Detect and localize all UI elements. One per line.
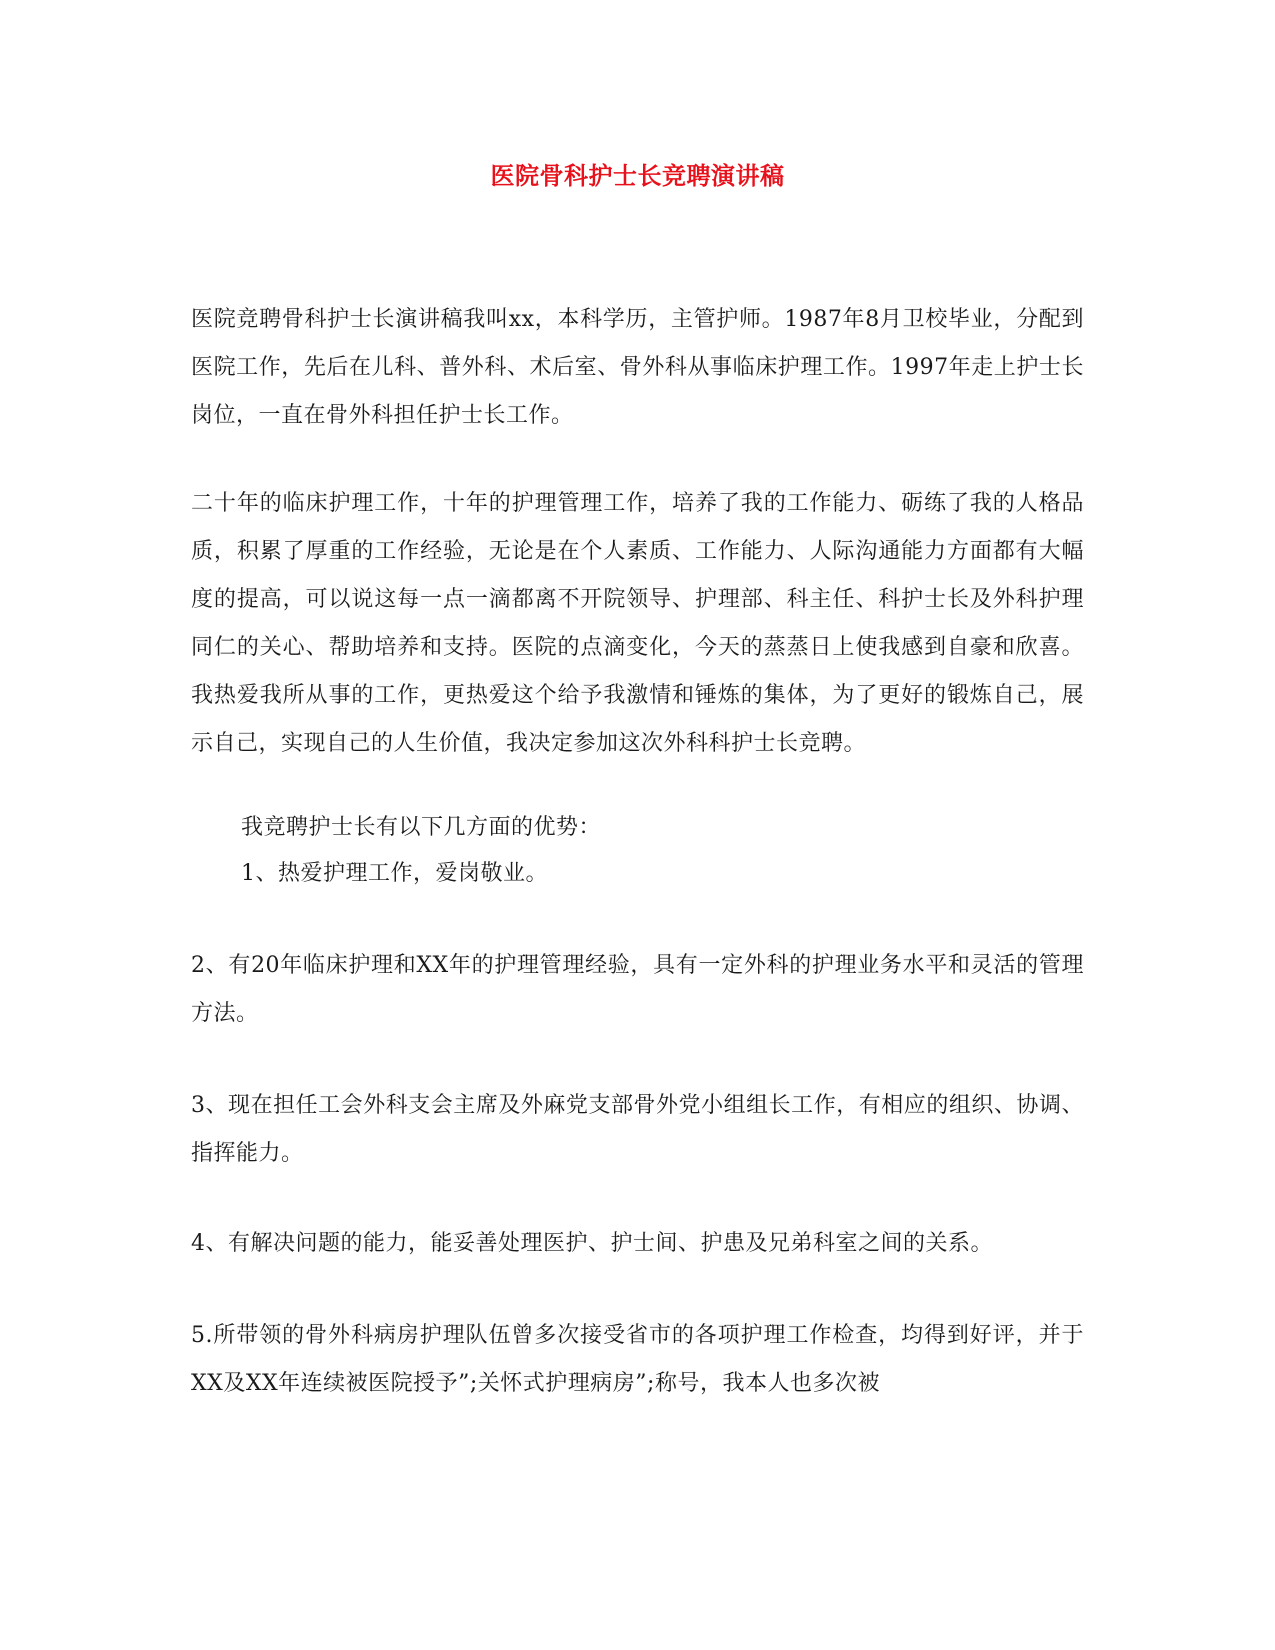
paragraph-experience [191, 480, 1084, 768]
list-item-1 [191, 850, 1084, 898]
list-item-2 [191, 942, 1084, 1038]
list-item-4 [191, 1220, 1084, 1268]
paragraph-text: 3、现在担任工会外科支会主席及外麻党支部骨外党小组组长工作，有相应的组织、协调、指挥能力。 [191, 1093, 1084, 1166]
paragraph-text: 1、热爱护理工作，爱岗敬业。 [241, 861, 548, 886]
document-title: 医院骨科护士长竞聘演讲稿 [490, 161, 785, 190]
paragraph-text: 4、有解决问题的能力，能妥善处理医护、护士间、护患及兄弟科室之间的关系。 [191, 1231, 993, 1256]
paragraph-intro [191, 296, 1084, 440]
list-item-3 [191, 1082, 1084, 1178]
paragraph-advantages-intro [191, 804, 1084, 852]
paragraph-text: 二十年的临床护理工作，十年的护理管理工作，培养了我的工作能力、砺练了我的人格品质，积累了厚重的工作经验，无论是在个人素质、工作能力、人际沟通能力方面都有大幅度的提高，可以说这每一点一滴都离不开院领导、护理部、科主任、科护士长及外科护理同仁的关心、帮助培养和支持。医院的点滴变化，今天的蒸蒸日上使我感到自豪和欣喜。我热爱我所从事的工作，更热爱这个给予我激情和锤炼的集体，为了更好的锻炼自己，展示自己，实现自己的人生价值，我决定参加这次外科科护士长竞聘。 [191, 491, 1084, 756]
paragraph-text: 医院竞聘骨科护士长演讲稿我叫xx，本科学历，主管护师。1987年8月卫校毕业，分配到医院工作，先后在儿科、普外科、术后室、骨外科从事临床护理工作。1997年走上护士长岗位，一直在骨外科担任护士长工作。 [191, 307, 1084, 428]
paragraph-text: 2、有20年临床护理和XX年的护理管理经验，具有一定外科的护理业务水平和灵活的管理方法。 [191, 953, 1084, 1026]
list-item-5 [191, 1312, 1084, 1408]
paragraph-text: 我竞聘护士长有以下几方面的优势： [241, 815, 602, 840]
paragraph-text: 5.所带领的骨外科病房护理队伍曾多次接受省市的各项护理工作检查，均得到好评，并于XX及XX年连续被医院授予”;关怀式护理病房”;称号，我本人也多次被 [191, 1323, 1084, 1396]
